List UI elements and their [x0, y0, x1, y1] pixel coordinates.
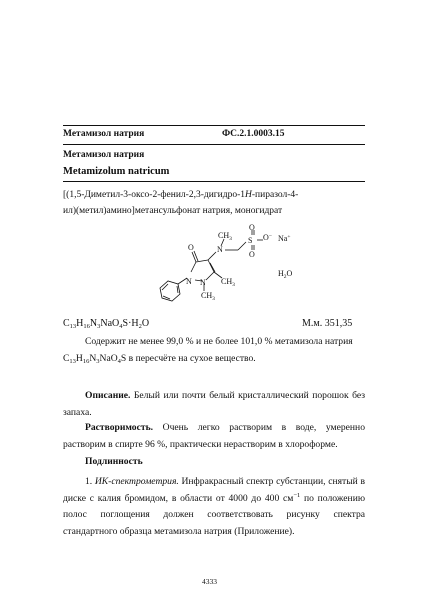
molecular-formula: $C_{13}H_{16}N_3NaO_4S\cdot H_2O$	[63, 318, 150, 330]
header-top-rule	[63, 125, 365, 126]
solubility-paragraph: Растворимость. Очень легко растворим в воде, умеренно растворим в спирте 96 %, практически нерастворим в хлороформе.	[63, 422, 365, 450]
molecular-weight: М.м. 351,35	[302, 318, 353, 329]
sodium-ion: Na+	[278, 234, 291, 243]
content-paragraph: Содержит не менее 99,0 % и не более 101,0 % метамизола натрия $C_{13}H_{16}N_3NaO_4S$ в пересчёте на сухое вещество.	[63, 336, 353, 365]
structural-formula	[150, 223, 310, 316]
description-paragraph: Описание. Белый или почти белый кристаллический порошок без запаха.	[63, 390, 365, 418]
ring-nitrogen-2: N	[200, 278, 206, 287]
water-molecule: $H_2O$	[278, 269, 293, 280]
header-title: Метамизол натрия	[63, 129, 145, 139]
chemical-name-line2: ил)(метил)амино]метансульфонат натрия, моногидрат	[63, 206, 283, 216]
sulfonyl-oxygen-top: O	[249, 223, 255, 232]
amine-nitrogen: N	[217, 245, 223, 254]
page-number: 4333	[202, 577, 217, 586]
amine-methyl: $CH_3$	[218, 231, 232, 242]
header-bottom-rule	[63, 181, 365, 182]
identity-heading: Подлинность	[85, 456, 143, 467]
n-methyl: $CH_3$	[201, 291, 215, 302]
ring-methyl: $CH_3$	[221, 277, 235, 288]
header-mid-rule	[63, 144, 365, 145]
latin-name: Metamizolum natricum	[63, 166, 170, 177]
header-code: ФС.2.1.0003.15	[222, 129, 285, 139]
russian-name: Метамизол натрия	[63, 150, 145, 160]
sulfur-atom: S	[248, 236, 253, 245]
sulfonyl-oxygen-bottom: O	[249, 250, 255, 259]
chemical-name-line1: [(1,5-Диметил-3-оксо-2-фенил-2,3-дигидро-1H-пиразол-4-	[63, 190, 299, 200]
ring-nitrogen-1: N	[186, 277, 192, 286]
sulfonate-oxygen: O−	[263, 233, 272, 242]
carbonyl-oxygen: O	[188, 243, 194, 252]
ir-paragraph: 1. ИК-спектрометрия. Инфракрасный спектр субстанции, снятый в диске с калия бромидом, в области от 4000 до 400 $см^{-1}$ по положению полос поглощения должен соответствовать рисунку спектра стандартного образца метамизола натрия (Приложение).	[63, 476, 366, 537]
